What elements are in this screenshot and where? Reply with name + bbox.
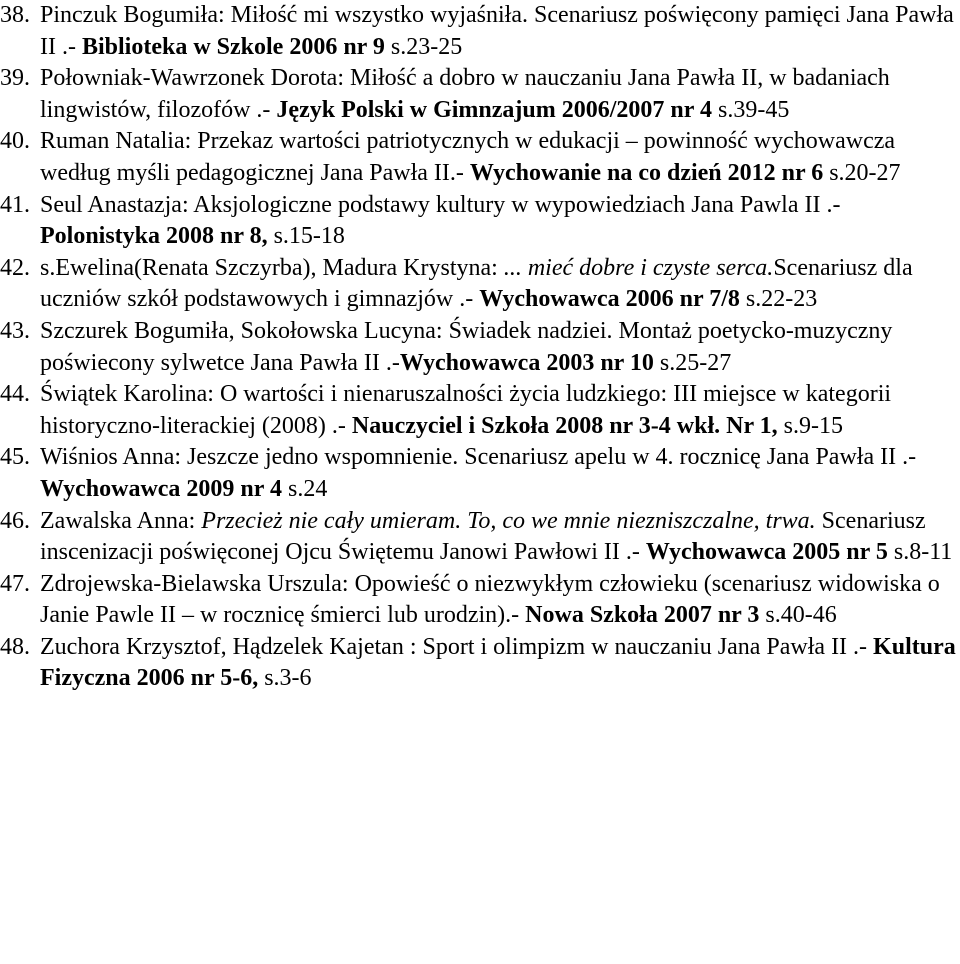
entry-number: 40. — [0, 128, 30, 155]
bibliography-entry — [0, 379, 960, 442]
entry-source: Wychowawca 2006 nr 7/8 — [479, 286, 740, 313]
entry-text-part: Zdrojewska-Bielawska Urszula: Opowieść o niezwykłym człowieku (scenariusz widowiska o Janie Pawle II – w rocznicę śmierci lub urodzin).- — [40, 570, 940, 629]
entry-number: 46. — [0, 507, 30, 534]
entry-pages: s.8-11 — [887, 539, 953, 566]
entry-pages: s.22-23 — [739, 286, 818, 313]
entry-source: Język Polski w Gimnzajum 2006/2007 nr 4 — [276, 96, 712, 123]
entry-pages: s.25-27 — [653, 349, 732, 376]
entry-source: Wychowawca 2009 nr 4 — [40, 475, 282, 502]
entry-text-part: Szczurek Bogumiła, Sokołowska Lucyna: Świadek nadziei. Montaż poetycko-muzyczny poświecony sylwetce Jana Pawła II .- — [40, 317, 893, 376]
entry-text-part: Scenariusz inscenizacji poświęconej Ojcu Świętemu Janowi Pawłowi II .- — [40, 507, 926, 566]
entry-text — [40, 571, 940, 629]
bibliography-entry — [0, 632, 960, 695]
entry-text-part: Seul Anastazja: Aksjologiczne podstawy kultury w wypowiedziach Jana Pawla II .- — [40, 191, 841, 218]
entry-source: Polonistyka 2008 nr 8, — [40, 223, 268, 250]
bibliography-entry — [0, 63, 960, 126]
entry-number: 47. — [0, 570, 30, 597]
entry-text — [40, 444, 916, 502]
entry-pages: s.40-46 — [759, 602, 837, 629]
bibliography-entry — [0, 126, 960, 189]
entry-text-part: Zawalska Anna: — [40, 507, 202, 534]
entry-pages: s.20-27 — [823, 159, 901, 186]
entry-number: 43. — [0, 317, 30, 344]
entry-title-italic: Przecież nie cały umieram. To, co we mnie niezniszczalne, trwa. — [201, 507, 816, 534]
entry-source: Biblioteka w Szkole 2006 nr 9 — [81, 33, 385, 60]
entry-number: 41. — [0, 191, 30, 218]
entry-text — [40, 255, 913, 313]
entry-text — [40, 2, 954, 60]
entry-text — [40, 318, 892, 376]
entry-number: 48. — [0, 633, 30, 660]
entry-text — [40, 381, 891, 439]
entry-text-part: Zuchora Krzysztof, Hądzelek Kajetan : Sport i olimpizm w nauczaniu Jana Pawła II .- — [40, 633, 874, 660]
entry-text — [40, 128, 901, 186]
entry-number: 45. — [0, 444, 30, 471]
bibliography-entry — [0, 442, 960, 505]
entry-pages: s.15-18 — [267, 223, 345, 250]
entry-source: Wychowawca 2003 nr 10 — [399, 349, 654, 376]
entry-source: Nowa Szkoła 2007 nr 3 — [525, 602, 760, 629]
entry-source: Wychowawca 2005 nr 5 — [645, 539, 888, 566]
entry-number: 38. — [0, 2, 30, 28]
entry-number: 39. — [0, 65, 30, 92]
entry-text — [40, 65, 890, 123]
entry-pages: s.24 — [282, 475, 328, 502]
entry-title-italic: ... mieć dobre i czyste serca. — [503, 254, 774, 281]
entry-number: 44. — [0, 381, 30, 408]
entry-number: 42. — [0, 254, 30, 281]
entry-pages: s.23-25 — [384, 33, 463, 60]
entry-text-part: Wiśnios Anna: Jeszcze jedno wspomnienie. Scenariusz apelu w 4. rocznicę Jana Pawła II .- — [40, 444, 917, 471]
bibliography-entry — [0, 569, 960, 632]
entry-text-part: Świątek Karolina: O wartości i nienaruszalności życia ludzkiego: III miejsce w kategorii historyczno-literackiej (2008) .- — [40, 381, 892, 439]
entry-text-part: Scenariusz dla uczniów szkół podstawowych i gimnazjów .- — [40, 254, 913, 313]
entry-source: Nauczyciel i Szkoła 2008 nr 3-4 wkł. Nr 1, — [351, 412, 778, 439]
bibliography-entry — [0, 0, 960, 63]
entry-source: Wychowanie na co dzień 2012 nr 6 — [469, 159, 824, 186]
bibliography-entry — [0, 506, 960, 569]
bibliography-entry — [0, 190, 960, 253]
entry-text — [40, 634, 956, 692]
entry-text — [40, 508, 952, 566]
entry-text-part: Połowniak-Wawrzonek Dorota: Miłość a dobro w nauczaniu Jana Pawła II, w badaniach lingwistów, filozofów .- — [40, 65, 890, 123]
bibliography-entry — [0, 253, 960, 316]
entry-text — [40, 192, 840, 250]
entry-pages: s.9-15 — [777, 412, 843, 439]
entry-pages: s.39-45 — [711, 96, 790, 123]
entry-text-part: Pinczuk Bogumiła: Miłość mi wszystko wyjaśniła. Scenariusz poświęcony pamięci Jana Pawła II .- — [40, 2, 954, 60]
entry-pages: s.3-6 — [258, 665, 312, 692]
entry-text-part: s.Ewelina(Renata Szczyrba), Madura Krystyna: — [40, 254, 504, 281]
bibliography-entry — [0, 316, 960, 379]
entry-text-part: Ruman Natalia: Przekaz wartości patriotycznych w edukacji – powinność wychowawcza według myśli pedagogicznej Jana Pawła II.- — [40, 128, 896, 186]
entry-source: Kultura Fizyczna 2006 nr 5-6, — [40, 633, 956, 692]
